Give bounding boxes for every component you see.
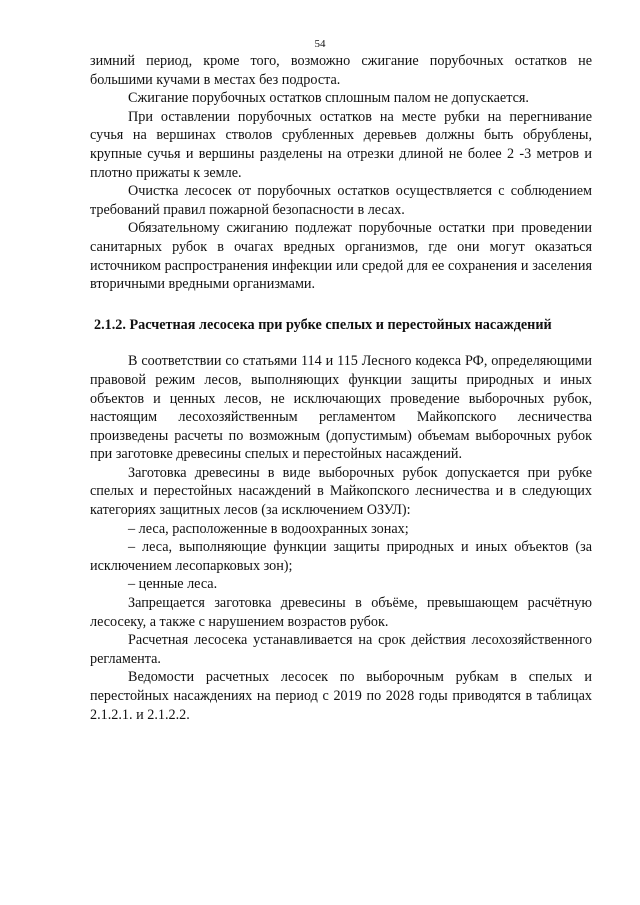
paragraph: В соответствии со статьями 114 и 115 Лесного кодекса РФ, определяющими правовой режим лесов, выполняющих функции защиты природных и иных объектов и ценных лесов, не исключающих проведение выборочных рубок, настоящим лесохозяйственным регламентом Майкопского лесничества произведены расчеты по возможным (допустимым) объемам выборочных рубок при заготовке древесины спелых и перестойных насаждений.	[90, 353, 592, 463]
paragraph: Заготовка древесины в виде выборочных рубок допускается при рубке спелых и перестойных насаждений в Майкопского лесничества и в следующих категориях защитных лесов (за исключением ОЗУЛ):	[90, 464, 592, 519]
paragraph: Сжигание порубочных остатков сплошным палом не допускается.	[128, 90, 529, 107]
paragraph: Обязательному сжиганию подлежат порубочные остатки при проведении санитарных рубок в очагах вредных организмов, где они могут оказаться источником распространения инфекции или средой для ее сохранения и заселения вторичными вредными организмами.	[90, 220, 592, 293]
paragraph: При оставлении порубочных остатков на месте рубки на перегнивание сучья на вершинах стволов срубленных деревьев должны быть обрублены, крупные сучья и вершины разделены на отрезки длиной не более 2 -3 метров и плотно прижаты к земле.	[90, 108, 592, 181]
paragraph: Ведомости расчетных лесосек по выборочным рубкам в спелых и перестойных насаждениях на период с 2019 по 2028 годы приводятся в таблицах 2.1.2.1. и 2.1.2.2.	[90, 669, 592, 723]
section-before	[90, 52, 592, 294]
list-item: – леса, выполняющие функции защиты природных и иных объектов (за исключением лесопарковых зон);	[90, 539, 592, 574]
list-item: – ценные леса.	[128, 576, 218, 593]
section-heading: 2.1.2. Расчетная лесосека при рубке спелых и перестойных насаждений	[94, 316, 552, 333]
paragraph: Запрещается заготовка древесины в объёме, превышающем расчётную лесосеку, а также с нарушением возрастов рубок.	[90, 595, 592, 630]
paragraph: Расчетная лесосека устанавливается на срок действия лесохозяйственного регламента.	[90, 632, 592, 667]
list-item: – леса, расположенные в водоохранных зонах;	[128, 520, 409, 537]
paragraph: зимний период, кроме того, возможно сжигание порубочных остатков не большими кучами в местах без подроста.	[90, 53, 592, 88]
document-body	[90, 52, 592, 724]
section-after	[90, 352, 592, 724]
paragraph: Очистка лесосек от порубочных остатков осуществляется с соблюдением требований правил пожарной безопасности в лесах.	[90, 183, 592, 218]
page-number: 54	[314, 38, 326, 50]
